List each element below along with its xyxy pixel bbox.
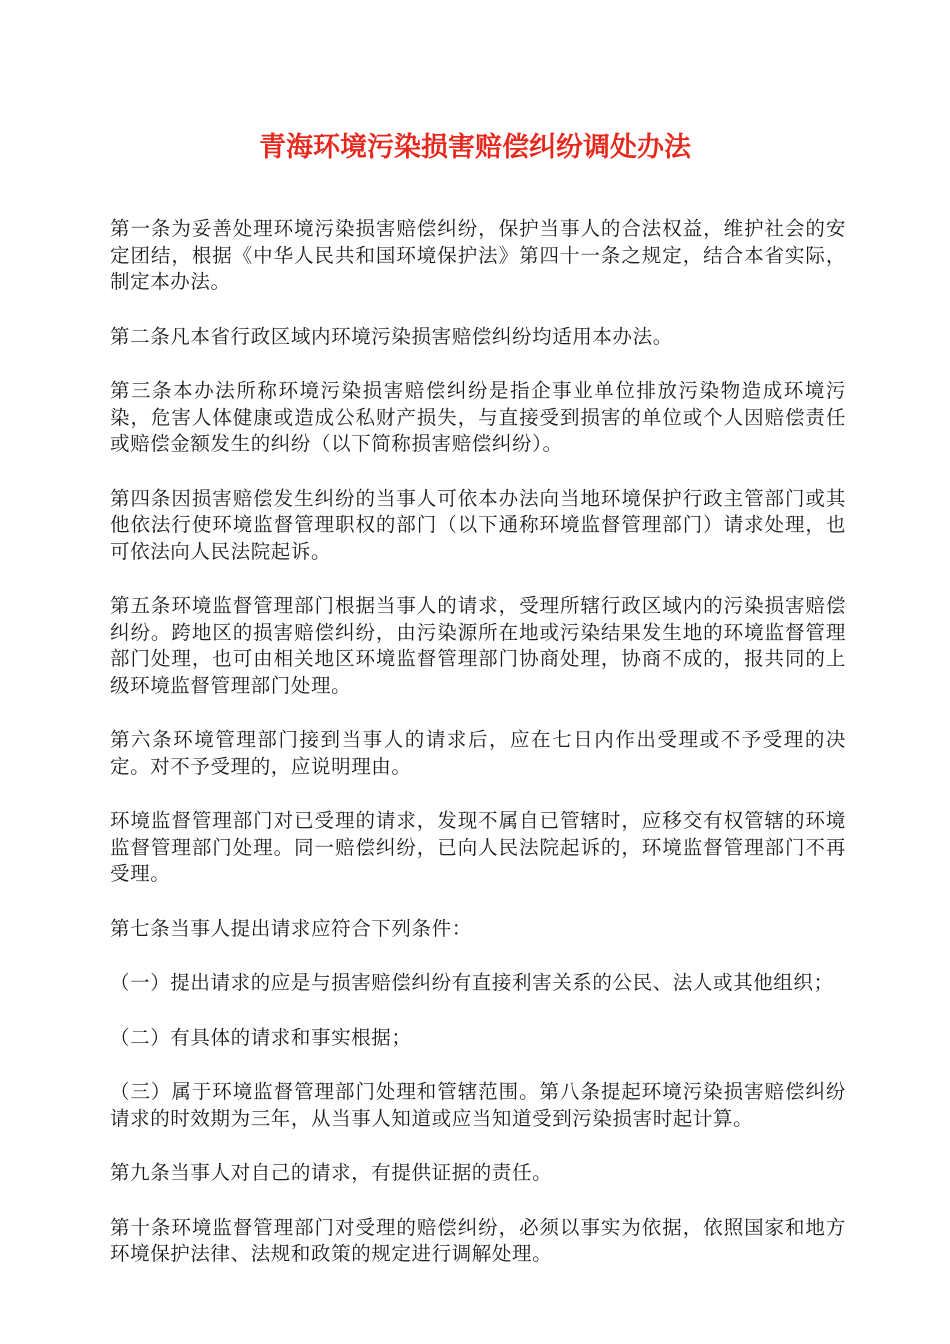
paragraph-article-3: 第三条本办法所称环境污染损害赔偿纠纷是指企事业单位排放污染物造成环境污染，危害人体健康或造成公私财产损失，与直接受到损害的单位或个人因赔偿责任或赔偿金额发生的纠纷（以下简称损害赔偿纠纷）。 [110,379,846,455]
paragraph-condition-3: （三）属于环境监督管理部门处理和管辖范围。第八条提起环境污染损害赔偿纠纷请求的时效期为三年，从当事人知道或应当知道受到污染损害时起计算。 [110,1080,846,1130]
paragraph-article-4: 第四条因损害赔偿发生纠纷的当事人可依本办法向当地环境保护行政主管部门或其他依法行使环境监督管理职权的部门（以下通称环境监督管理部门）请求处理，也可依法向人民法院起诉。 [110,486,846,563]
paragraph-article-7: 第七条当事人提出请求应符合下列条件： [110,916,472,940]
paragraph-article-5: 第五条环境监督管理部门根据当事人的请求，受理所辖行政区域内的污染损害赔偿纠纷。跨地区的损害赔偿纠纷，由污染源所在地或污染结果发生地的环境监督管理部门处理，也可由相关地区环境监督管理部门协商处理，协商不成的，报共同的上级环境监督管理部门处理。 [110,594,846,697]
document-body [110,216,846,1296]
paragraph-article-2: 第二条凡本省行政区域内环境污染损害赔偿纠纷均适用本办法。 [110,324,673,348]
document-title: 青海环境污染损害赔偿纠纷调处办法 [259,132,691,163]
paragraph-article-1: 第一条为妥善处理环境污染损害赔偿纠纷，保护当事人的合法权益，维护社会的安定团结，根据《中华人民共和国环境保护法》第四十一条之规定，结合本省实际，制定本办法。 [110,217,846,293]
paragraph-condition-1: （一）提出请求的应是与损害赔偿纠纷有直接利害关系的公民、法人或其他组织； [110,971,834,994]
paragraph-article-9: 第九条当事人对自己的请求，有提供证据的责任。 [110,1161,553,1184]
paragraph-condition-2: （二）有具体的请求和事实根据； [110,1025,412,1049]
paragraph-article-6: 第六条环境管理部门接到当事人的请求后，应在七日内作出受理或不予受理的决定。对不予受理的，应说明理由。 [110,728,846,778]
paragraph-article-6-continued: 环境监督管理部门对已受理的请求，发现不属自已管辖时，应移交有权管辖的环境监督管理部门处理。同一赔偿纠纷，已向人民法院起诉的，环境监督管理部门不再受理。 [110,809,846,885]
paragraph-article-10: 第十条环境监督管理部门对受理的赔偿纠纷，必须以事实为依据，依照国家和地方环境保护法律、法规和政策的规定进行调解处理。 [110,1215,846,1265]
